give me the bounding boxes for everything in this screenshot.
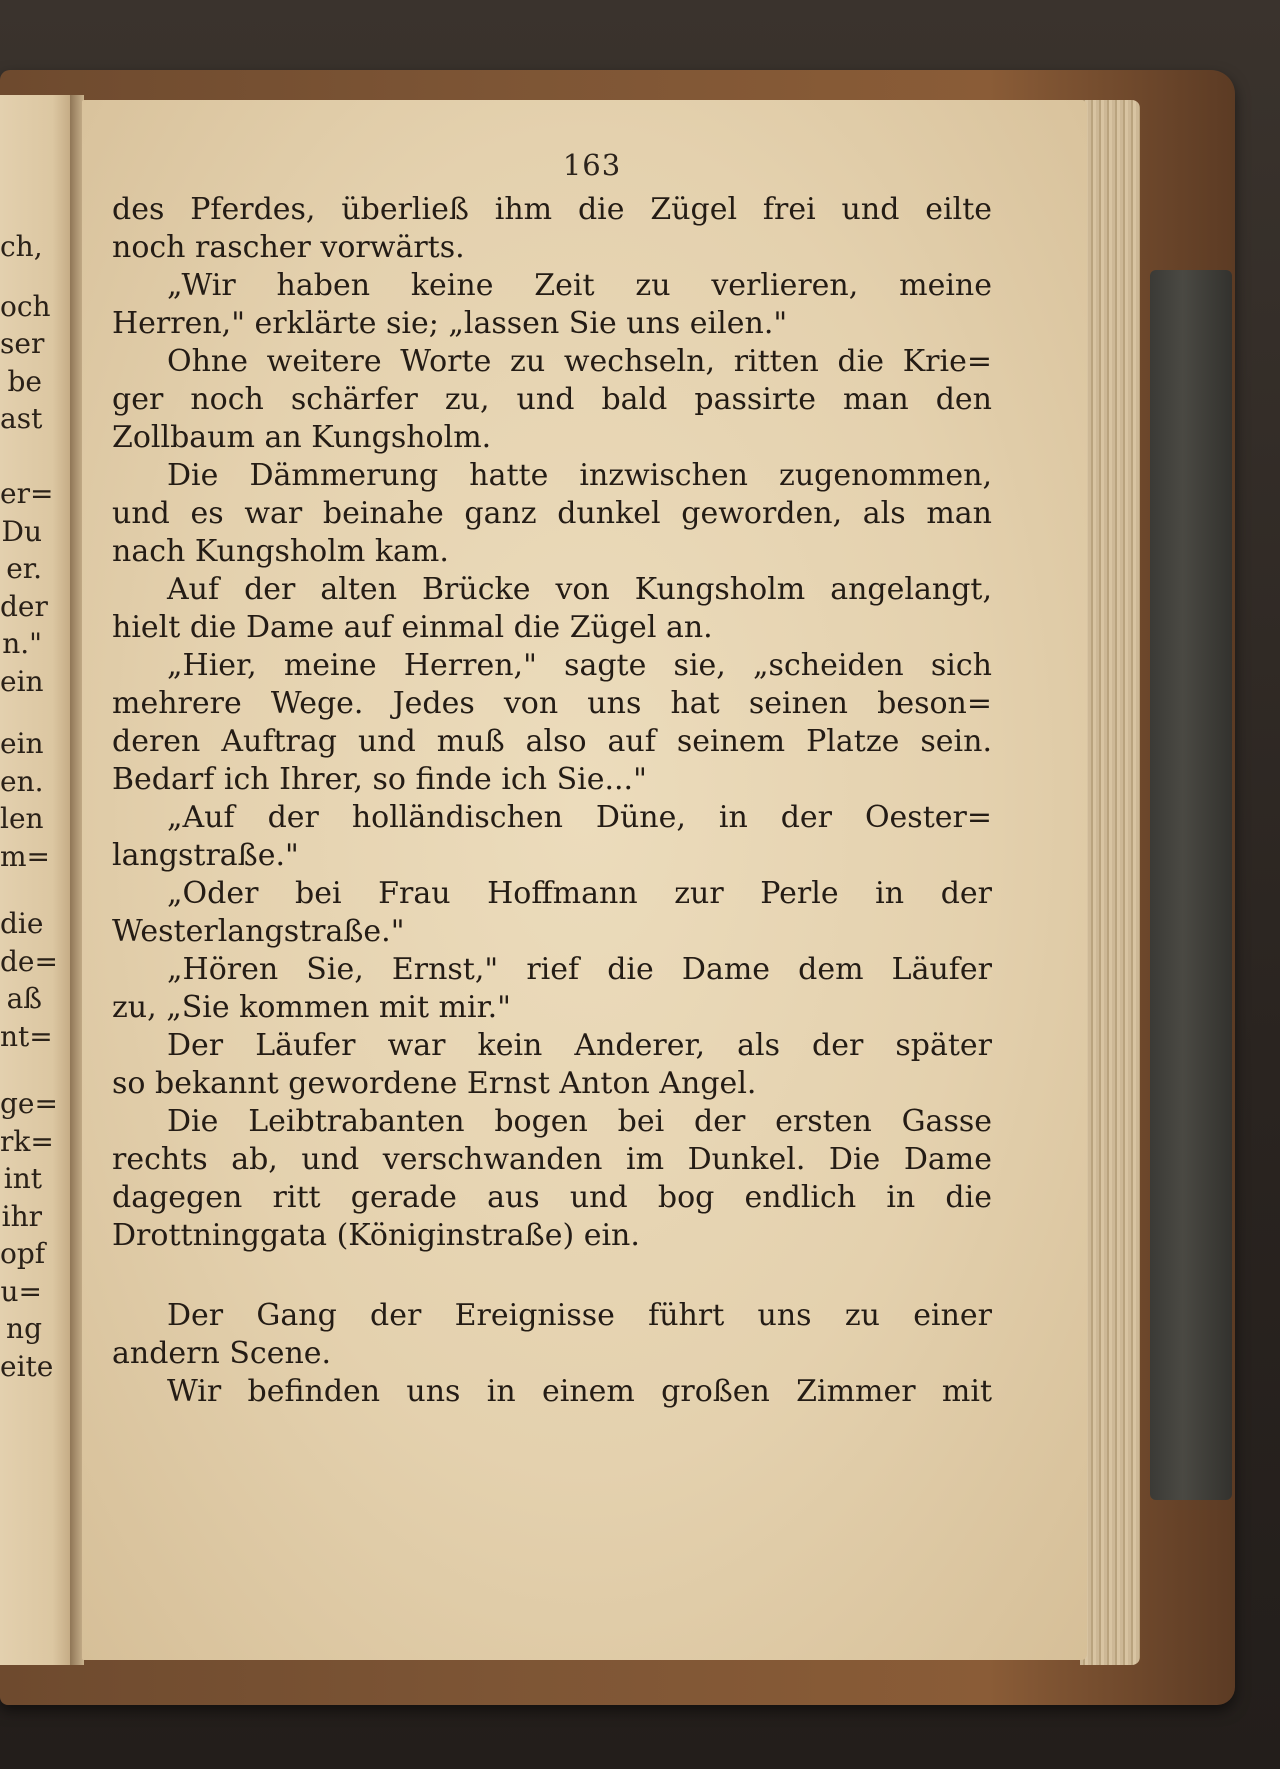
cover-spine-strip (1150, 270, 1232, 1500)
text-line: Ohne weitere Worte zu wechseln, ritten die Krie= (167, 344, 992, 379)
text-line: ger noch schärfer zu, und bald passirte man den (112, 382, 992, 417)
text-line: zu, „Sie kommen mit mir." (112, 990, 511, 1025)
left-fragment: len (0, 802, 44, 835)
text-line: Wir befinden uns in einem großen Zimmer mit (167, 1374, 992, 1409)
page-edges (1080, 100, 1140, 1665)
text-line: dagegen ritt gerade aus und bog endlich in die (112, 1180, 992, 1215)
text-line: langstraße." (112, 838, 299, 873)
text-line: noch rascher vorwärts. (112, 230, 465, 265)
page-number: 163 (562, 148, 622, 182)
left-fragment: der (0, 590, 48, 623)
left-fragment: er. (6, 552, 42, 585)
left-fragment: m= (0, 840, 51, 873)
right-page (82, 100, 1087, 1660)
text-line: „Auf der holländischen Düne, in der Oester= (167, 800, 992, 835)
left-fragment: en. (0, 765, 44, 798)
left-fragment: och (0, 290, 51, 323)
text-line: „Hören Sie, Ernst," rief die Dame dem Läufer (167, 952, 992, 987)
left-fragment: eite (0, 1350, 54, 1383)
left-fragment: ser (0, 327, 45, 360)
text-line: rechts ab, und verschwanden im Dunkel. Die Dame (112, 1142, 992, 1177)
text-line: deren Auftrag und muß also auf seinem Platze sein. (112, 724, 992, 759)
left-fragment: ch, (0, 230, 43, 263)
text-line: „Hier, meine Herren," sagte sie, „scheiden sich (167, 648, 992, 683)
left-fragment: ein (0, 727, 44, 760)
text-line: „Wir haben keine Zeit zu verlieren, meine (167, 268, 992, 303)
left-fragment: aß (6, 982, 42, 1015)
text-line: Herren," erklärte sie; „lassen Sie uns eilen." (112, 306, 788, 341)
left-fragment: int (3, 1162, 42, 1195)
left-page (0, 95, 75, 1665)
left-fragment: ge= (0, 1087, 58, 1120)
text-line: nach Kungsholm kam. (112, 534, 449, 569)
left-fragment: die (0, 907, 44, 940)
left-fragment: Du (1, 515, 42, 548)
text-line: hielt die Dame auf einmal die Zügel an. (112, 610, 713, 645)
left-fragment: nt= (0, 1020, 53, 1053)
left-fragment: ng (6, 1312, 42, 1345)
text-line: Zollbaum an Kungsholm. (112, 420, 492, 455)
text-line: und es war beinahe ganz dunkel geworden, als man (112, 496, 992, 531)
left-fragment: rk= (0, 1125, 54, 1158)
text-line: Die Leibtrabanten bogen bei der ersten Gasse (167, 1104, 992, 1139)
text-line: „Oder bei Frau Hoffmann zur Perle in der (167, 876, 992, 911)
left-fragment: n." (2, 627, 42, 660)
text-line: Westerlangstraße." (112, 914, 405, 949)
text-line: mehrere Wege. Jedes von uns hat seinen beson= (112, 686, 992, 721)
text-line: andern Scene. (112, 1336, 332, 1371)
text-line: Bedarf ich Ihrer, so finde ich Sie..." (112, 762, 647, 797)
text-line: Der Läufer war kein Anderer, als der später (167, 1028, 992, 1063)
left-fragment: be (7, 365, 42, 398)
text-line: Drottninggata (Königinstraße) ein. (112, 1218, 640, 1253)
left-fragment: ihr (1, 1200, 42, 1233)
left-fragment: ein (0, 665, 44, 698)
left-fragment: opf (0, 1237, 46, 1270)
text-line: Die Dämmerung hatte inzwischen zugenommen, (167, 458, 992, 493)
left-fragment: de= (0, 945, 58, 978)
text-line: Auf der alten Brücke von Kungsholm angelangt, (167, 572, 992, 607)
left-fragment: u= (0, 1275, 42, 1308)
text-line: so bekannt gewordene Ernst Anton Angel. (112, 1066, 757, 1101)
left-fragment: er= (0, 477, 54, 510)
text-line: des Pferdes, überließ ihm die Zügel frei und eilte (112, 192, 992, 227)
left-fragment: ast (0, 402, 43, 435)
text-line: Der Gang der Ereignisse führt uns zu einer (167, 1298, 992, 1333)
